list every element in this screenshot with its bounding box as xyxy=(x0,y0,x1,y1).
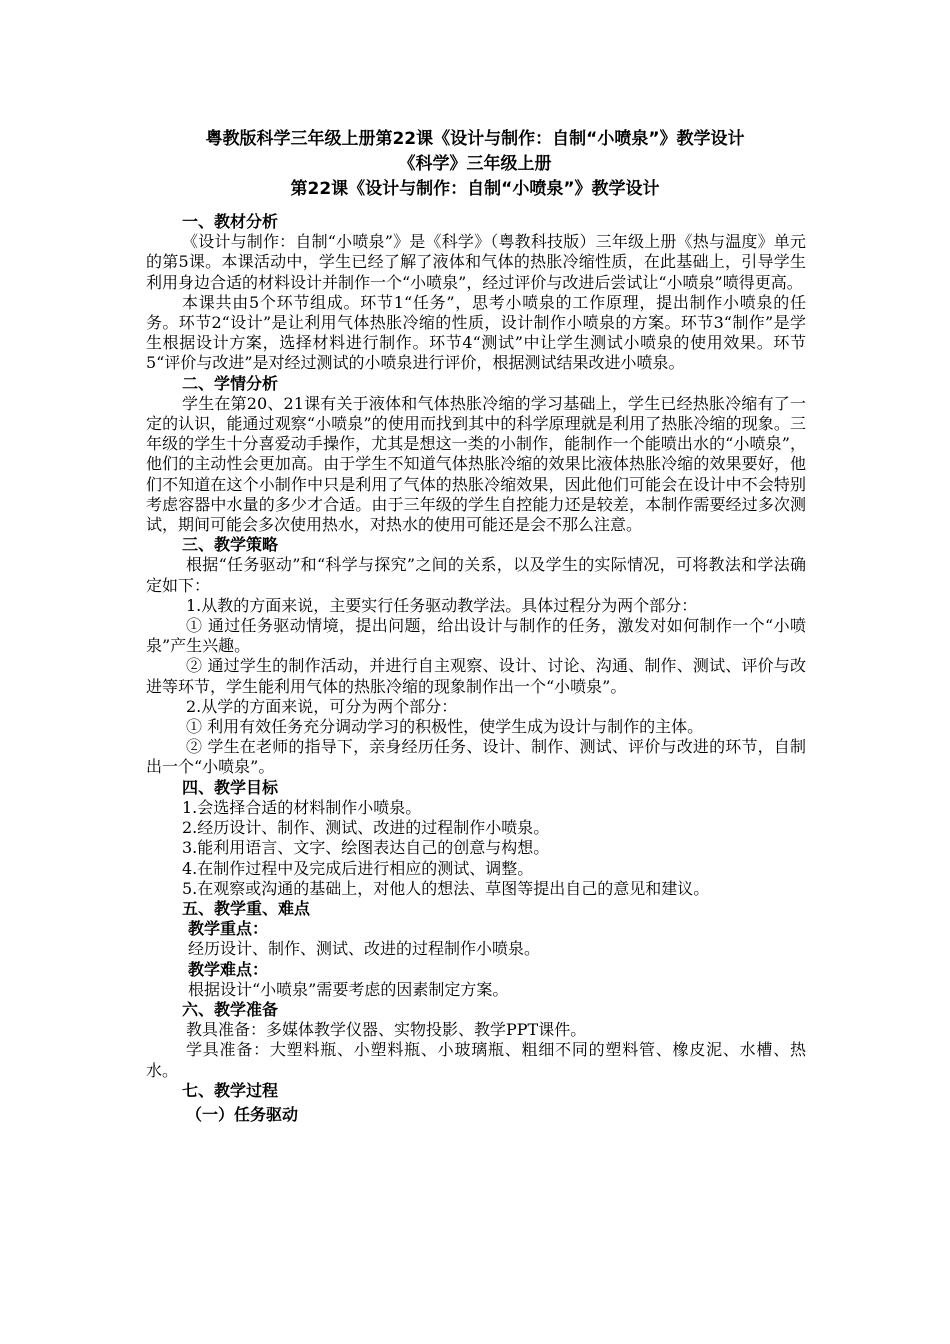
section-heading-objectives: 四、教学目标 xyxy=(182,777,279,797)
paragraph: 1.从教的方面来说，主要实行任务驱动教学法。具体过程分为两个部分： xyxy=(186,595,698,615)
list-item: 2.经历设计、制作、测试、改进的过程制作小喷泉。 xyxy=(182,818,550,838)
paragraph: 2.从学的方面来说，可分为两个部分： xyxy=(186,696,458,716)
difficulty-text: 根据设计“小喷泉”需要考虑的因素制定方案。 xyxy=(188,979,509,999)
paragraph: ① 通过任务驱动情境，提出问题，给出设计与制作的任务，激发对如何制作一个“小喷泉”产生兴趣。 xyxy=(146,616,806,656)
list-item: 1.会选择合适的材料制作小喷泉。 xyxy=(182,797,422,817)
section-heading-material-analysis: 一、教材分析 xyxy=(182,212,279,231)
paragraph: ② 通过学生的制作活动，并进行自主观察、设计、讨论、沟通、制作、测试、评价与改进等环节，学生能利用气体的热胀冷缩的现象制作出一个“小喷泉”。 xyxy=(146,656,806,696)
subtitle-lesson: 第22课《设计与制作：自制“小喷泉”》教学设计 xyxy=(290,179,660,199)
section-heading-process: 七、教学过程 xyxy=(182,1080,279,1100)
difficulty-label: 教学难点： xyxy=(188,959,269,979)
paragraph: 根据“任务驱动”和“科学与探究”之间的关系，以及学生的实际情况，可将教法和学法确定如下： xyxy=(146,555,806,595)
key-point-label: 教学重点： xyxy=(188,919,269,939)
list-item: 4.在制作过程中及完成后进行相应的测试、调整。 xyxy=(182,858,534,878)
section-heading-key-points: 五、教学重、难点 xyxy=(182,898,311,918)
paragraph: 教具准备：多媒体教学仪器、实物投影、教学PPT课件。 xyxy=(186,1020,587,1040)
document-body xyxy=(146,212,806,1125)
paragraph: 学具准备：大塑料瓶、小塑料瓶、小玻璃瓶、粗细不同的塑料管、橡皮泥、水槽、热水。 xyxy=(146,1040,806,1080)
document-title: 粤教版科学三年级上册第22课《设计与制作：自制“小喷泉”》教学设计 xyxy=(205,129,745,149)
section-heading-strategy: 三、教学策略 xyxy=(182,535,279,555)
paragraph: 《设计与制作：自制“小喷泉”》是《科学》（粤教科技版）三年级上册《热与温度》单元的第5课。本课活动中，学生已经了解了液体和气体的热胀冷缩性质，在此基础上，引导学生利用身边合适的材料设计并制作一个“小喷泉”，经过评价与改进后尝试让“小喷泉”喷得更高。 xyxy=(146,232,806,292)
paragraph: ② 学生在老师的指导下，亲身经历任务、设计、制作、测试、评价与改进的环节，自制出一个“小喷泉”。 xyxy=(146,737,806,777)
paragraph: 本课共由5个环节组成。环节1“任务”，思考小喷泉的工作原理，提出制作小喷泉的任务。环节2“设计”是让利用气体热胀冷缩的性质，设计制作小喷泉的方案。环节3“制作”是学生根据设计方案，选择材料进行制作。环节4“测试”中让学生测试小喷泉的使用效果。环节5“评价与改进”是对经过测试的小喷泉进行评价，根据测试结果改进小喷泉。 xyxy=(146,292,806,373)
list-item: 5.在观察或沟通的基础上，对他人的想法、草图等提出自己的意见和建议。 xyxy=(182,878,710,898)
section-heading-preparation: 六、教学准备 xyxy=(182,999,279,1019)
paragraph: ① 利用有效任务充分调动学习的积极性，使学生成为设计与制作的主体。 xyxy=(186,717,704,737)
list-item: 3.能利用语言、文字、绘图表达自己的创意与构想。 xyxy=(182,838,550,858)
paragraph: 学生在第20、21课有关于液体和气体热胀冷缩的学习基础上，学生已经热胀冷缩有了一定的认识，能通过观察“小喷泉”的使用而找到其中的科学原理就是利用了热胀冷缩的现象。三年级的学生十分喜爱动手操作，尤其是想这一类的小制作，能制作一个能喷出水的“小喷泉”，他们的主动性会更加高。由于学生不知道气体热胀冷缩的效果比液体热胀冷缩的效果要好，他们不知道在这个小制作中只是利用了气体的热胀冷缩效果，因此他们可能会在设计中不会特别考虑容器中水量的多少才合适。由于三年级的学生自控能力还是较差，本制作需要经过多次测试，期间可能会多次使用热水，对热水的使用可能还是会不那么注意。 xyxy=(146,393,806,535)
key-point-text: 经历设计、制作、测试、改进的过程制作小喷泉。 xyxy=(188,939,541,959)
subtitle-textbook: 《科学》三年级上册 xyxy=(398,154,552,174)
section-heading-student-analysis: 二、学情分析 xyxy=(182,373,279,393)
subsection-heading: （一）任务驱动 xyxy=(186,1104,299,1124)
